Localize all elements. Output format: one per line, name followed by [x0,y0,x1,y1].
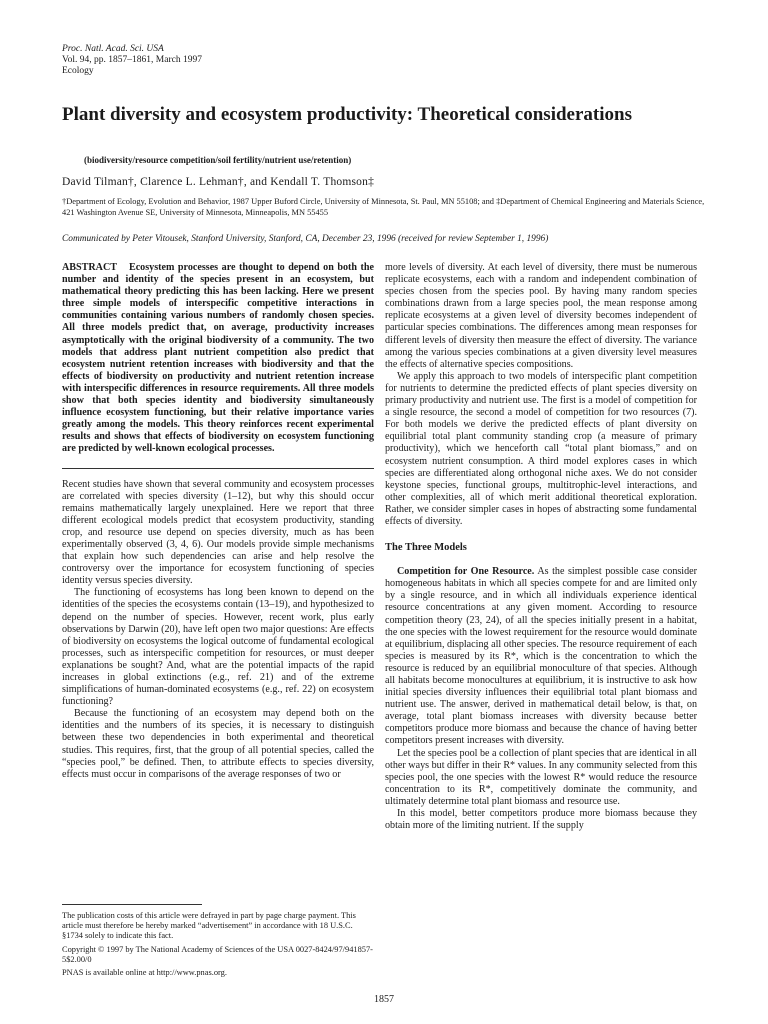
body-paragraph: In this model, better competitors produce more biomass because they obtain more of the limiting nutrient. If the supply [385,808,697,832]
section-label: Ecology [62,66,94,76]
body-paragraph: Let the species pool be a collection of plant species that are identical in all other ways but differ in their R* values. In any community selected from this species pool, the one species with the lowest R* would reduce the resource concentration to its R*, competitively dominate the community, and ultimately determine total plant biomass and resource use. [385,747,697,807]
volume-info: Vol. 94, pp. 1857–1861, March 1997 [62,55,202,65]
section-heading: The Three Models [385,542,467,554]
journal-header [62,44,202,77]
journal-name: Proc. Natl. Acad. Sci. USA [62,44,164,54]
abstract-label: ABSTRACT [62,262,117,273]
footnote: The publication costs of this article were defrayed in part by page charge payment. This article must therefore be hereby marked “advertisement” in accordance with 18 U.S.C. §1734 solely to indicate this fact. [62,911,356,941]
author-list: David Tilman†, Clarence L. Lehman†, and Kendall T. Thomson‡ [62,176,375,188]
body-paragraph: Because the functioning of an ecosystem may depend both on the identities and the numbers of its species, it is necessary to distinguish between these two dependencies in both experimental and theoretical studies. This requires, first, that the group of all potential species, called the “species pool,” be defined. Then, to attribute effects to species diversity, effects must occur in comparisons of the average responses of two or [62,708,374,780]
paper-title: Plant diversity and ecosystem productivity: Theoretical considerations [62,104,632,125]
abstract-divider [62,468,374,469]
body-paragraph [385,566,697,747]
body-paragraph: more levels of diversity. At each level of diversity, there must be numerous replicate ecosystems, each with a random and independent combination of species chosen from the species pool. By having many random species combinations drawn from a large species pool, the mean response among replicate ecosystems at a given level of diversity becomes independent of particular species combinations. The differences among mean responses for different levels of diversity then measure the effect of diversity. The variance among the various species combinations at a given diversity level measures the effects of alternative species compositions. [385,262,697,370]
footnote: PNAS is available online at http://www.pnas.org. [62,968,227,978]
right-column [385,262,697,832]
subsection-heading: Competition for One Resource. [397,566,535,578]
footnote: Copyright © 1997 by The National Academy of Sciences of the USA 0027-8424/97/941857-5$2.00/0 [62,944,373,964]
body-paragraph: The functioning of ecosystems has long been known to depend on the identities of the species the ecosystems contain (13–19), and hypothesized to depend on the number of species. However, recent work, plus early observations by Darwin (20), have left open two major questions: Are effects of biodiversity on ecosystems the logical outcome of fundamental ecological processes, such as interspecific competition for resources, or must deeper explanations be sought? And, what are the potential impacts of the rapid increases in global extinctions (e.g., ref. 21) and of the extreme simplifications of human-dominated ecosystems (e.g., ref. 22) on ecosystem functioning? [62,587,374,708]
footnotes [62,904,374,981]
keywords: (biodiversity/resource competition/soil fertility/nutrient use/retention) [84,155,352,165]
body-paragraph: We apply this approach to two models of interspecific plant competition for nutrients to determine the predicted effects of plant species diversity on primary productivity and nutrient use. The first is a model of competition for a single resource, the second a model of competition for two resources (7). For both models we derive the predicted effects of plant diversity on equilibrial total plant community standing crop (a measure of primary productivity), which we henceforth call “total plant biomass,” and on ecosystem nutrient consumption. A third model explores cases in which species are differentiated along orthogonal niche axes. We do not consider keystone species, functional groups, multitrophic-level interactions, and other complexities, all of which merit additional theoretical exploration. Rather, we consider simpler cases in hopes of abstracting some fundamental effects of diversity. [385,370,697,527]
affiliations: †Department of Ecology, Evolution and Behavior, 1987 Upper Buford Circle, University of Minnesota, St. Paul, MN 55108; and ‡Department of Chemical Engineering and Materials Science, 421 Washington Avenue SE, University of Minnesota, Minneapolis, MN 55455 [62,197,705,217]
subsection-text: As the simplest possible case consider homogeneous habitats in which all species compete for and are limited only by a single resource, and in which all individuals experience identical resource concentrations at any given moment. According to resource competition theory (23, 24), of all the species initially present in a habitat, the one species with the lowest requirement for the resource would dominate at equilibrium, displacing all other species. The resource requirement of each species is measured by its R*, which is the concentration to which the resource is reduced by an equilibrial monoculture of that species. Although all habitats become monocultures at equilibrium, it is instructive to ask how initial species diversity influences their equilibrial total plant biomass and nutrient use. The answer, derived in mathematical detail below, is that, on average, total plant biomass increases with diversity because better competitors produce more biomass and because the chance of having better competitors present increases with diversity. [385,566,697,747]
body-paragraph: Recent studies have shown that several community and ecosystem processes are correlated with species diversity (1–12), but why this should occur remains mathematically largely unexplained. Here we report that three different ecological models predict that ecosystem productivity, standing crop, and resource use depend on species diversity, much as has been experimentally observed (3, 4, 6). Our models provide simple mechanisms that explain how such dependencies can arise and help resolve the controversy over the importance for ecosystem functioning of species identity versus species diversity. [62,478,374,587]
communicated-by: Communicated by Peter Vitousek, Stanford University, Stanford, CA, December 23, 1996 (received for review September 1, 1996) [62,234,549,244]
footnote-rule [62,904,202,905]
abstract-text: Ecosystem processes are thought to depend on both the number and identity of the species present in an ecosystem, but mathematical theory predicting this has been lacking. Here we present three simple models of interspecific competitive interactions in communities containing various numbers of randomly chosen species. All three models predict that, on average, productivity increases asymptotically with the original biodiversity of a community. The two models that address plant nutrient competition also predict that ecosystem nutrient retention increases with biodiversity and that the effects of biodiversity on productivity and nutrient retention increase with interspecific differences in resource requirements. All three models show that both species identity and biodiversity simultaneously influence ecosystem functioning, but their relative importance varies greatly among the models. This theory reinforces recent experimental results and shows that effects of biodiversity on ecosystem functioning are predicted by well-known ecological processes. [62,262,374,455]
abstract [62,262,374,456]
left-column [62,262,374,781]
page-number: 1857 [374,994,394,1005]
